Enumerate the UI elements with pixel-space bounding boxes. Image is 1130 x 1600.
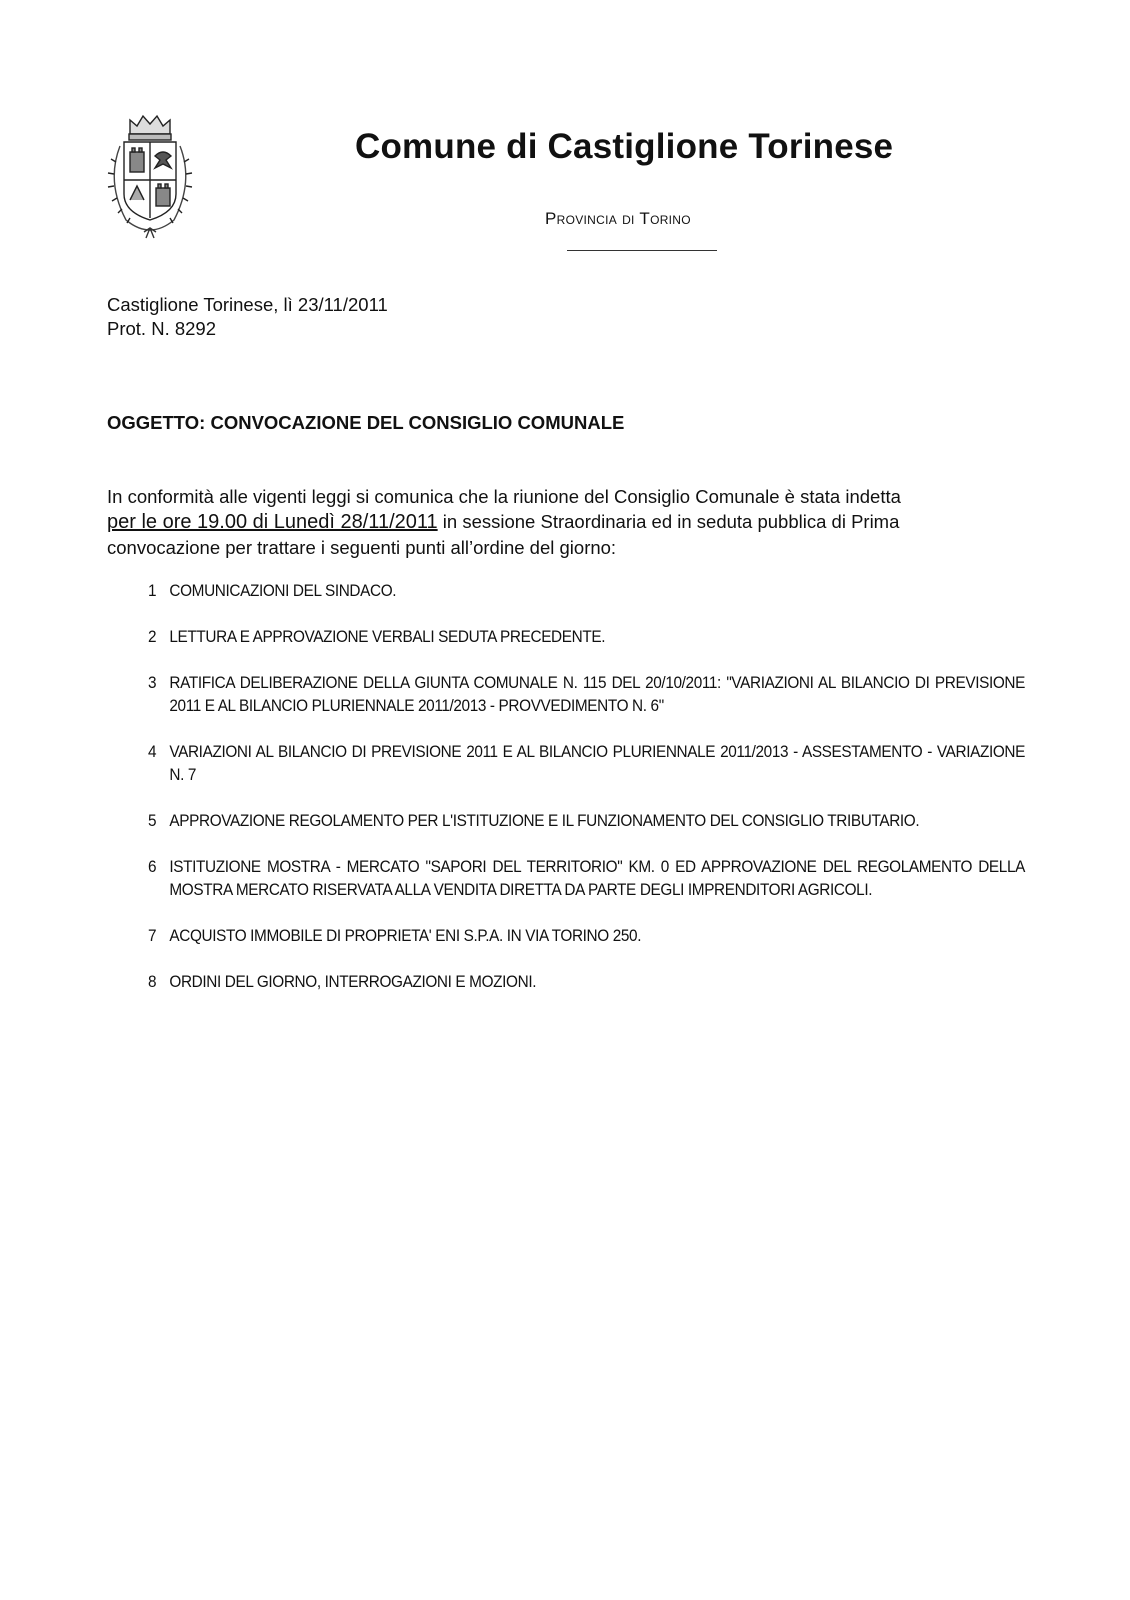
meeting-datetime: per le ore 19.00 di Lunedì 28/11/2011 [107, 511, 438, 533]
agenda-item [148, 672, 1025, 718]
intro-line-2-rest: in sessione Straordinaria ed in seduta pubblica di Prima [437, 511, 900, 532]
municipality-title: Comune di Castiglione Torinese [355, 127, 894, 166]
agenda-item [148, 741, 1025, 787]
agenda-item-number: 7 [148, 927, 157, 945]
agenda-item [148, 580, 1025, 603]
agenda-item-number: 5 [148, 812, 157, 830]
agenda-list [148, 580, 1025, 1017]
agenda-item [148, 971, 1025, 994]
coat-of-arms-icon [100, 112, 200, 240]
agenda-item-text: ORDINI DEL GIORNO, INTERROGAZIONI E MOZIONI. [169, 973, 537, 991]
intro-line-3: convocazione per trattare i seguenti punti all’ordine del giorno: [107, 537, 617, 558]
agenda-item [148, 626, 1025, 649]
protocol-number: Prot. N. 8292 [107, 318, 217, 339]
agenda-item [148, 925, 1025, 948]
intro-line-2 [107, 509, 1022, 535]
agenda-item-text: ISTITUZIONE MOSTRA - MERCATO "SAPORI DEL TERRITORIO" KM. 0 ED APPROVAZIONE DEL REGOLAMENTO DELLA MOSTRA MERCATO RISERVATA ALLA VENDITA DIRETTA DA PARTE DEGLI IMPRENDITORI AGRICOLI. [169, 858, 1025, 899]
agenda-item-text: VARIAZIONI AL BILANCIO DI PREVISIONE 2011 E AL BILANCIO PLURIENNALE 2011/2013 - ASSESTAMENTO - VARIAZIONE N. 7 [169, 743, 1025, 784]
subject-line: OGGETTO: CONVOCAZIONE DEL CONSIGLIO COMUNALE [107, 412, 625, 433]
intro-line-1: In conformità alle vigenti leggi si comunica che la riunione del Consiglio Comunale è stata indetta [107, 486, 901, 507]
agenda-item-text: APPROVAZIONE REGOLAMENTO PER L'ISTITUZIONE E IL FUNZIONAMENTO DEL CONSIGLIO TRIBUTARIO. [169, 812, 920, 830]
agenda-item-number: 8 [148, 973, 157, 991]
letter-meta [107, 293, 388, 341]
agenda-item-text: COMUNICAZIONI DEL SINDACO. [169, 582, 397, 600]
intro-paragraph [107, 484, 1022, 560]
agenda-item-number: 4 [148, 743, 157, 761]
agenda-item-text: ACQUISTO IMMOBILE DI PROPRIETA' ENI S.P.A. IN VIA TORINO 250. [169, 927, 642, 945]
province-label: Provincia di Torino [545, 209, 691, 228]
agenda-item-text: RATIFICA DELIBERAZIONE DELLA GIUNTA COMUNALE N. 115 DEL 20/10/2011: "VARIAZIONI AL BILANCIO DI PREVISIONE 2011 E AL BILANCIO PLURIENNALE 2011/2013 - PROVVEDIMENTO N. 6" [169, 674, 1025, 715]
agenda-item-number: 2 [148, 628, 157, 646]
agenda-item-number: 6 [148, 858, 157, 876]
place-date: Castiglione Torinese, lì 23/11/2011 [107, 294, 388, 315]
agenda-item-number: 1 [148, 582, 157, 600]
agenda-item [148, 856, 1025, 902]
agenda-item-text: LETTURA E APPROVAZIONE VERBALI SEDUTA PRECEDENTE. [169, 628, 606, 646]
agenda-item [148, 810, 1025, 833]
agenda-item-number: 3 [148, 674, 157, 692]
header-divider [567, 250, 717, 251]
